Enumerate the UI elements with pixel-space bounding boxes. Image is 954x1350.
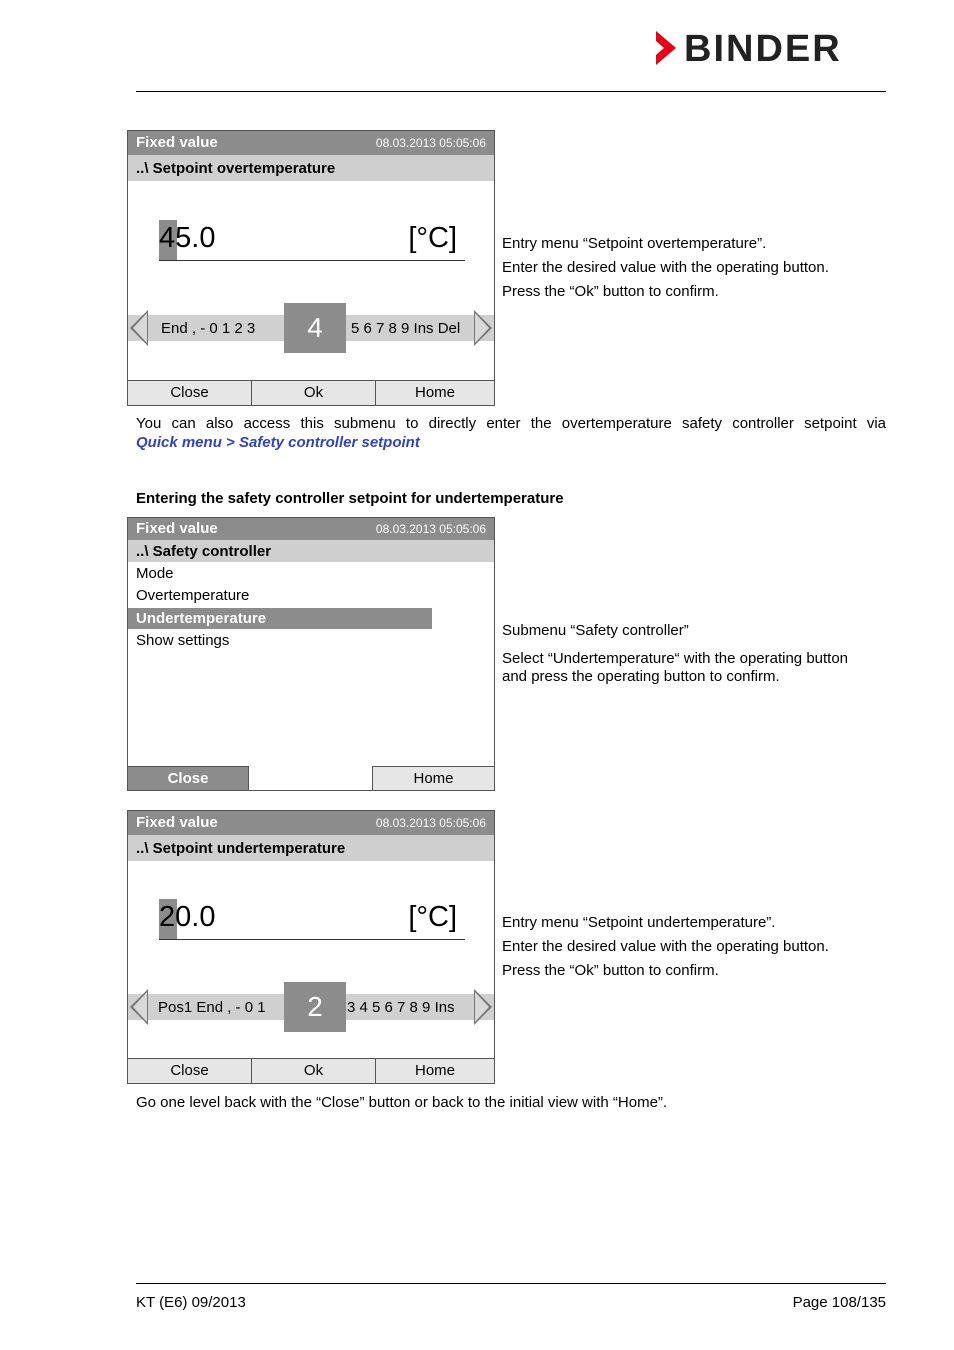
paragraph-text: You can also access this submenu to directly enter the overtemperature safety controller setpoint via — [136, 415, 886, 432]
screen-title: Fixed value — [136, 134, 218, 151]
close-button[interactable]: Close — [128, 381, 252, 405]
submenu-title: ..\ Setpoint overtemperature — [136, 160, 336, 177]
ok-button[interactable]: Ok — [252, 381, 376, 405]
footer-rule — [136, 1283, 886, 1284]
submenu-bar — [128, 155, 494, 181]
menu-item-mode[interactable]: Mode — [136, 565, 174, 582]
menu-item-overtemperature[interactable]: Overtemperature — [136, 587, 250, 604]
keys-left: Pos1 End , - 0 1 — [158, 999, 266, 1016]
screen-datetime: 08.03.2013 05:05:06 — [375, 522, 486, 536]
desc-line: Entry menu “Setpoint overtemperature”. — [502, 235, 767, 252]
desc-line: Entry menu “Setpoint undertemperature”. — [502, 914, 776, 931]
value-entry-field[interactable] — [159, 899, 465, 940]
desc-line: Enter the desired value with the operating button. — [502, 259, 829, 276]
description-3 — [502, 914, 829, 980]
header-rule — [136, 91, 886, 92]
closing-paragraph: Go one level back with the “Close” button or back to the initial view with “Home”. — [136, 1094, 668, 1111]
value-entry-field[interactable] — [159, 220, 465, 261]
keys-right: 5 6 7 8 9 Ins Del — [351, 320, 461, 337]
submenu-title: ..\ Setpoint undertemperature — [136, 840, 346, 857]
screen-datetime: 08.03.2013 05:05:06 — [375, 136, 486, 150]
button-bar — [128, 1058, 494, 1083]
submenu-title: ..\ Safety controller — [136, 543, 272, 560]
menu-item-show-settings[interactable]: Show settings — [136, 632, 230, 649]
home-button[interactable]: Home — [376, 381, 494, 405]
description-2 — [502, 622, 848, 686]
footer-page-number: Page 108/135 — [792, 1294, 886, 1311]
title-bar — [128, 811, 494, 835]
arrow-left-icon[interactable] — [130, 989, 148, 1025]
unit-label: [°C] — [408, 222, 457, 254]
selected-key[interactable]: 2 — [284, 982, 346, 1032]
screen-title: Fixed value — [136, 814, 218, 831]
unit-label: [°C] — [408, 901, 457, 933]
footer-document-id: KT (E6) 09/2013 — [136, 1294, 246, 1311]
home-button[interactable]: Home — [376, 1059, 494, 1083]
arrow-right-icon[interactable] — [474, 989, 492, 1025]
screen-setpoint-undertemperature — [127, 810, 495, 1084]
desc-line: and press the operating button to confirm. — [502, 668, 780, 685]
brand-name: BINDER — [684, 28, 842, 70]
arrow-right-icon[interactable] — [474, 310, 492, 346]
description-1 — [502, 235, 829, 301]
close-button[interactable]: Close — [128, 1059, 252, 1083]
close-button[interactable]: Close — [128, 766, 249, 790]
desc-line: Press the “Ok” button to confirm. — [502, 962, 719, 979]
screen-title: Fixed value — [136, 520, 218, 537]
selected-key[interactable]: 4 — [284, 303, 346, 353]
setpoint-value: 45.0 — [159, 222, 216, 254]
setpoint-value: 20.0 — [159, 901, 216, 933]
desc-line: Enter the desired value with the operating button. — [502, 938, 829, 955]
title-bar — [128, 131, 494, 155]
submenu-bar — [128, 835, 494, 861]
quick-menu-link[interactable]: Quick menu > Safety controller setpoint — [136, 434, 420, 451]
screen-setpoint-overtemperature — [127, 130, 495, 406]
home-button[interactable]: Home — [372, 766, 494, 790]
arrow-left-icon[interactable] — [130, 310, 148, 346]
ok-button[interactable]: Ok — [252, 1059, 376, 1083]
title-bar — [128, 518, 494, 540]
submenu-bar — [128, 540, 494, 562]
button-bar — [128, 380, 494, 405]
screen-datetime: 08.03.2013 05:05:06 — [375, 816, 486, 830]
logo-mark-icon — [654, 31, 678, 65]
menu-item-undertemperature[interactable] — [128, 608, 432, 629]
desc-line: Press the “Ok” button to confirm. — [502, 283, 719, 300]
screen-safety-controller — [127, 517, 495, 791]
menu-item-label: Undertemperature — [136, 610, 267, 627]
desc-line: Select “Undertemperature“ with the operating button — [502, 650, 849, 667]
section-heading: Entering the safety controller setpoint for undertemperature — [136, 490, 564, 507]
keys-right: 3 4 5 6 7 8 9 Ins — [347, 999, 455, 1016]
button-bar — [128, 766, 494, 790]
keys-left: End , - 0 1 2 3 — [161, 320, 256, 337]
desc-line: Submenu “Safety controller” — [502, 622, 689, 639]
